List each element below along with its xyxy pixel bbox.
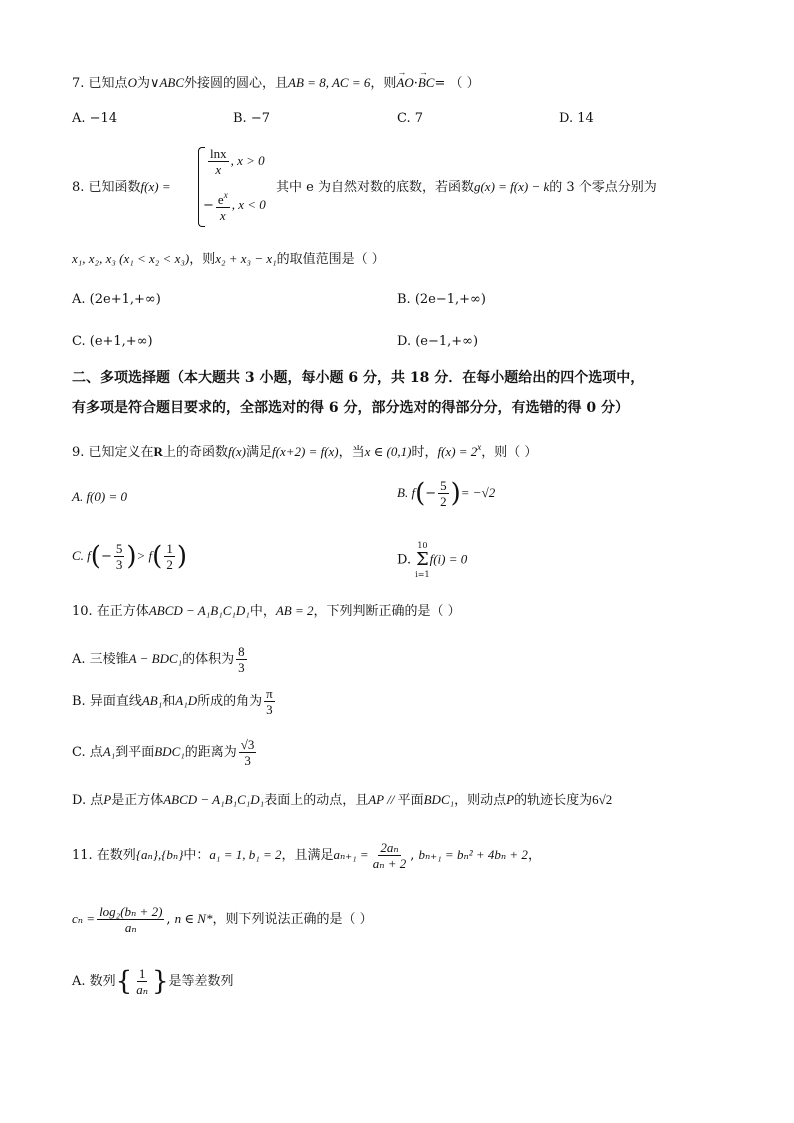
q9-option-d: D. 10 Σ i=1 f(i) = 0 — [397, 541, 468, 579]
q10-option-d: D. 点P是正方体ABCD − A₁B₁C₁D₁表面上的动点，且AP // 平面BDC₁，则动点P的轨迹长度为6√2 — [72, 792, 613, 808]
q7-option-c: C. 7 — [397, 111, 424, 126]
piecewise-case-1: $\frac{\ln x}{x}$ , x > 0 — [210, 146, 265, 177]
question-7-stem: 7. 已知点O为∨ABC外接圆的圆心，且AB = 8, AC = 6，则→ AO·→ BC= （ ） — [72, 73, 480, 94]
question-9-stem: 9. 已知定义在R上的奇函数f(x)满足f(x+2) = f(x)，当x ∈ (0,1)时，$f(x) = 2^x$，则（ ） — [72, 442, 538, 460]
question-10-stem: 10. 在正方体ABCD − A₁B₁C₁D₁中，AB = 2，下列判断正确的是（ ） — [72, 603, 461, 619]
question-8-line-2: x₁, x₂, x₃ (x₁ < x₂ < x₃)，则x₂ + x₃ − x₁的取值范围是（ ） — [72, 251, 385, 267]
section-2-heading: 二、多项选择题（本大题共 3 小题，每小题 6 分，共 18 分．在每小题给出的四个选项中， — [72, 370, 645, 386]
q10-option-a: A. 三棱锥A − BDC₁的体积为 $\frac{8}{3}$ — [72, 644, 245, 675]
q9-option-c: C. f(− $\frac{5}{3}$ )> f( $\frac{1}{2}$ ) — [72, 541, 187, 572]
q8-option-a: A. (2e+1,+∞) — [72, 292, 161, 307]
q10-option-b: B. 异面直线AB₁和A₁D所成的角为 $\frac{\pi}{3}$ — [72, 686, 273, 717]
question-11-stem: 11. 在数列{aₙ},{bₙ}中：a₁ = 1, b₁ = 2，且满足aₙ₊₁ = $\frac{\text{2aₙ}}{\text{aₙ + 2}}$ , bₙ₊₁ = bₙ² + 4bₙ + 2， — [72, 840, 541, 871]
q10-option-c: C. 点A₁到平面BDC₁的距离为 $\frac{√3}{3}$ — [72, 737, 255, 768]
question-11-line-2: cₙ = $\frac{\text{log₂(bₙ + 2)}}{\text{aₙ}}$ , n ∈ N*，则下列说法正确的是（ ） — [72, 904, 373, 935]
section-2-heading-line-2: 有多项是符合题目要求的，全部选对的得 6 分，部分选对的得部分分，有选错的得 0 分） — [72, 400, 629, 416]
q8-option-b: B. (2e−1,+∞) — [397, 292, 486, 307]
piecewise-case-2: − $\frac{e^x}{x}$ , x < 0 — [203, 190, 266, 223]
q9-option-b: B. f(− $\frac{5}{2}$ )= −√2 — [397, 478, 496, 509]
vector-bc: → BC — [418, 73, 435, 93]
summation-symbol: 10 Σ i=1 — [415, 541, 430, 579]
q9-option-a: A. f(0) = 0 — [72, 489, 127, 504]
q11-option-a: A. 数列{ $\frac{1}{\text{aₙ}}$ }是等差数列 — [72, 966, 234, 997]
vector-ao: → AO — [396, 73, 413, 93]
question-8-label: 8. 已知函数f(x) = — [72, 179, 171, 195]
q8-option-c: C. (e+1,+∞) — [72, 334, 153, 349]
q7-option-b: B. −7 — [233, 111, 270, 126]
q7-option-d: D. 14 — [559, 111, 594, 126]
question-8-stem: 其中 e 为自然对数的底数，若函数g(x) = f(x) − k的 3 个零点分别为 — [276, 179, 657, 195]
q8-option-d: D. (e−1,+∞) — [397, 334, 479, 349]
q7-option-a: A. −14 — [72, 111, 118, 126]
